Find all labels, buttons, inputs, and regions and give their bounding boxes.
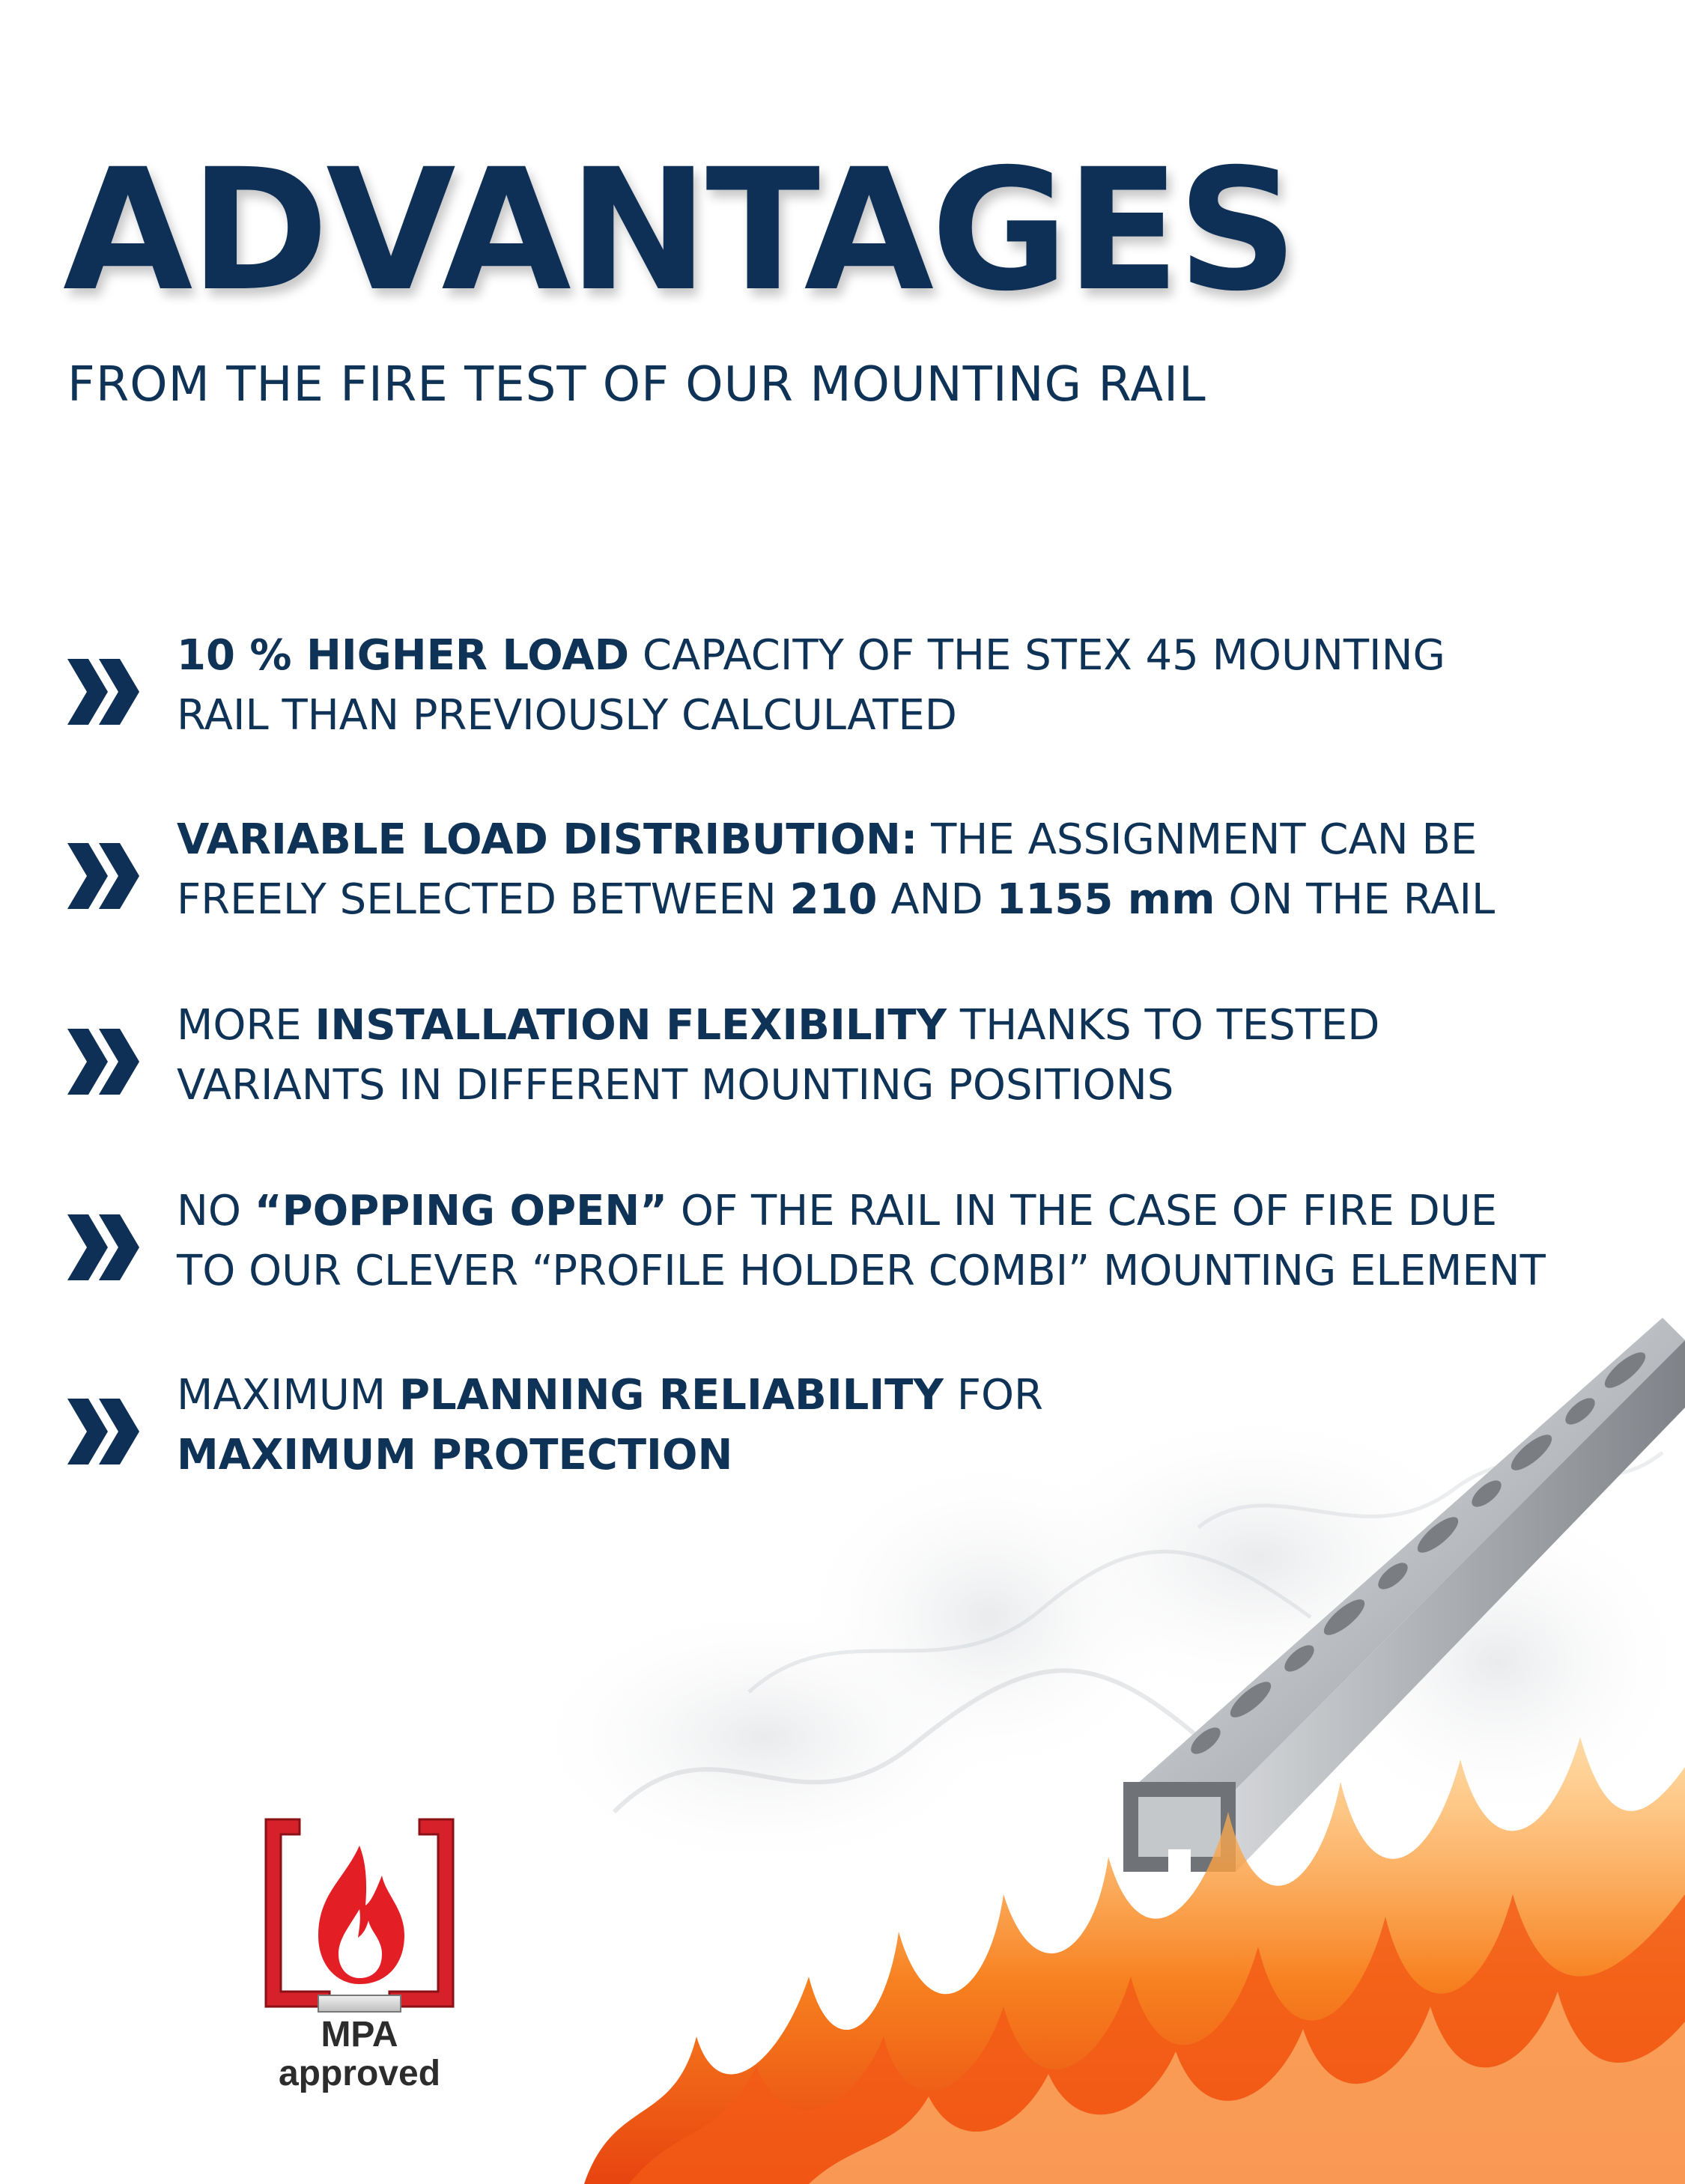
advantage-highlight: MAXIMUM PROTECTION: [177, 1431, 733, 1479]
advantage-text: FOR: [943, 1371, 1043, 1420]
advantage-line2: [177, 870, 1675, 930]
mpa-approved-badge: [247, 1804, 472, 2093]
advantage-line1: [177, 996, 1675, 1056]
advantage-line1: [177, 810, 1675, 870]
fire-icon: [247, 1804, 472, 2022]
advantage-text: VARIANTS IN DIFFERENT MOUNTING POSITIONS: [177, 1061, 1174, 1110]
page-subtitle: FROM THE FIRE TEST OF OUR MOUNTING RAIL: [67, 357, 1206, 413]
advantage-line2: [177, 1241, 1675, 1301]
advantage-line1: [177, 1366, 1675, 1426]
double-chevron-right-icon: [61, 654, 144, 729]
advantage-highlight: VARIABLE LOAD DISTRIBUTION:: [177, 815, 918, 864]
advantage-line1: [177, 626, 1675, 686]
advantage-text: MAXIMUM: [177, 1371, 399, 1420]
advantage-line2: [177, 1056, 1675, 1116]
advantage-highlight: 210: [789, 875, 878, 924]
advantage-highlight: “POPPING OPEN”: [254, 1187, 668, 1235]
advantage-highlight: 1155 mm: [996, 875, 1215, 924]
advantage-text: NO: [177, 1187, 255, 1235]
advantage-text: CAPACITY OF THE STEX 45 MOUNTING: [629, 631, 1445, 680]
advantage-text: MORE: [177, 1001, 315, 1050]
fire-illustration: [584, 1647, 1685, 2184]
advantage-text: THANKS TO TESTED: [947, 1001, 1380, 1050]
page-title: ADVANTAGES: [63, 133, 1296, 328]
advantage-line2: [177, 686, 1675, 746]
advantage-highlight: PLANNING RELIABILITY: [398, 1371, 944, 1420]
advantage-text: AND: [877, 875, 997, 924]
advantage-text: OF THE RAIL IN THE CASE OF FIRE DUE: [667, 1187, 1498, 1235]
advantage-text: TO OUR CLEVER “PROFILE HOLDER COMBI” MOUNTING ELEMENT: [177, 1247, 1546, 1295]
badge-label-mpa: MPA: [321, 2015, 398, 2054]
advantage-text: FREELY SELECTED BETWEEN: [177, 875, 790, 924]
advantage-line1: [177, 1181, 1675, 1241]
double-chevron-right-icon: [61, 1394, 144, 1469]
advantage-text: ON THE RAIL: [1215, 875, 1496, 924]
double-chevron-right-icon: [61, 1210, 144, 1285]
advantage-highlight: 10 % HIGHER LOAD: [177, 631, 630, 680]
advantage-highlight: INSTALLATION FLEXIBILITY: [315, 1001, 947, 1050]
advantage-text: RAIL THAN PREVIOUSLY CALCULATED: [177, 691, 957, 740]
advantage-line2: [177, 1426, 1675, 1485]
advantage-text: THE ASSIGNMENT CAN BE: [917, 815, 1478, 864]
double-chevron-right-icon: [61, 1024, 144, 1099]
badge-label-approved: approved: [278, 2054, 441, 2093]
double-chevron-right-icon: [61, 839, 144, 913]
